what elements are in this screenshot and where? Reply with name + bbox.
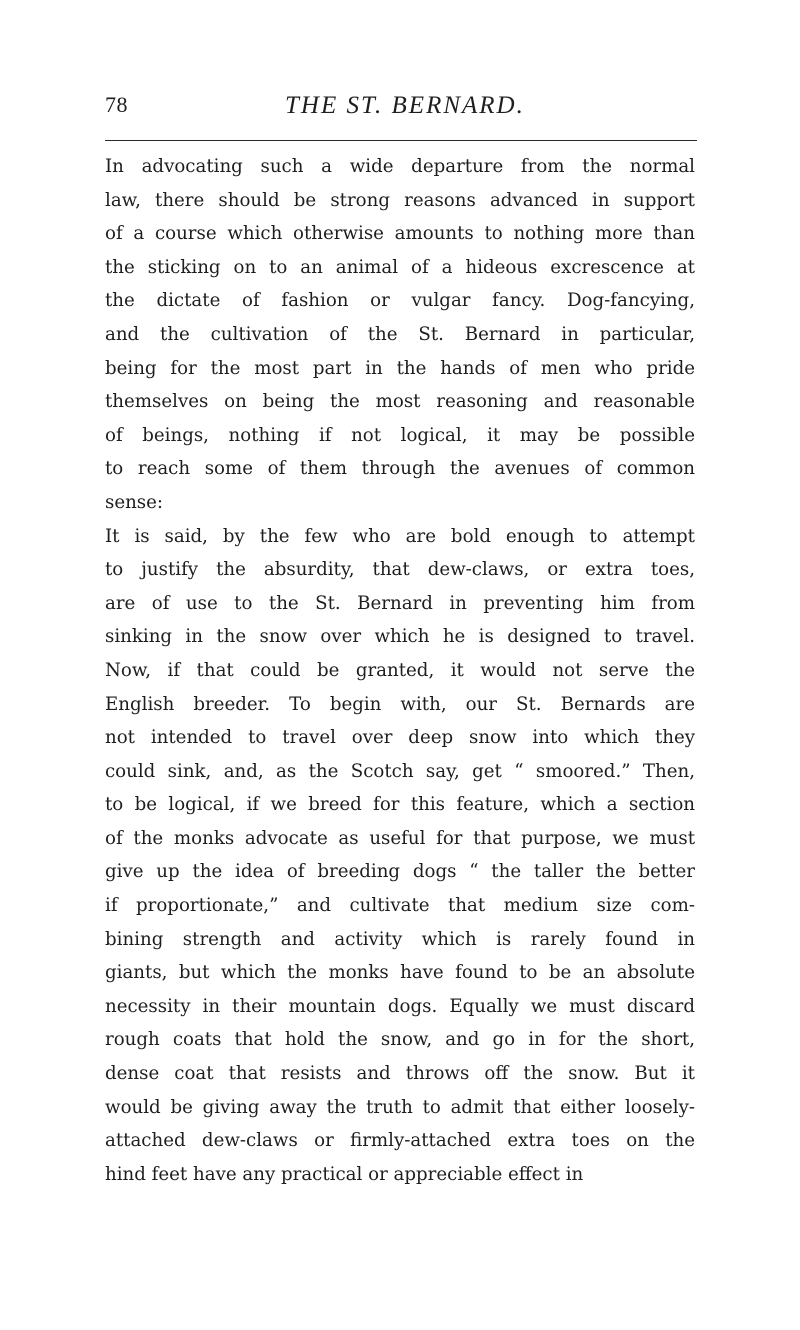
text-line: of a course which otherwise amounts to nothing more than [105, 223, 695, 245]
text-line: the dictate of fashion or vulgar fancy. Dog-fancying, [105, 290, 695, 312]
text-line: the sticking on to an animal of a hideous excrescence at [105, 256, 695, 278]
text-line: of the monks advocate as useful for that purpose, we must [105, 827, 695, 849]
text-line: if proportionate,” and cultivate that medium size com- [105, 895, 695, 917]
text-line: English breeder. To begin with, our St. Bernards are [105, 693, 695, 715]
text-line: are of use to the St. Bernard in preventing him from [105, 592, 695, 614]
text-line: and the cultivation of the St. Bernard in particular, [105, 323, 695, 345]
text-line: attached dew-claws or firmly-attached extra toes on the [105, 1130, 695, 1152]
text-line: sinking in the snow over which he is designed to travel. [105, 626, 695, 648]
text-line: could sink, and, as the Scotch say, get “ smoored.” Then, [105, 760, 695, 782]
text-line: rough coats that hold the snow, and go in for the short, [105, 1029, 695, 1051]
text-line: dense coat that resists and throws off the snow. But it [105, 1063, 695, 1085]
text-line: to reach some of them through the avenues of common [105, 458, 695, 480]
running-head [105, 92, 695, 126]
text-line: give up the idea of breeding dogs “ the taller the better [105, 861, 695, 883]
text-line: would be giving away the truth to admit that either loosely- [105, 1096, 695, 1118]
text-line: to be logical, if we breed for this feature, which a section [105, 794, 695, 816]
text-line: of beings, nothing if not logical, it may be possible [105, 424, 695, 446]
running-title: THE ST. BERNARD. [285, 92, 525, 119]
body-text [105, 150, 695, 1191]
text-line: giants, but which the monks have found to be an absolute [105, 962, 695, 984]
text-line: to justify the absurdity, that dew-claws, or extra toes, [105, 559, 695, 581]
text-line: themselves on being the most reasoning and reasonable [105, 391, 695, 413]
text-line: not intended to travel over deep snow into which they [105, 727, 695, 749]
text-line: necessity in their mountain dogs. Equally we must discard [105, 995, 695, 1017]
page-number: 78 [105, 92, 128, 117]
text-line: In advocating such a wide departure from the normal [105, 156, 695, 177]
header-rule [105, 140, 697, 141]
text-line: hind feet have any practical or appreciable effect in [105, 1163, 584, 1185]
text-line: being for the most part in the hands of men who pride [105, 357, 695, 379]
text-line: Now, if that could be granted, it would not serve the [105, 659, 695, 681]
text-line: law, there should be strong reasons advanced in support [105, 189, 695, 211]
text-line: bining strength and activity which is rarely found in [105, 928, 695, 950]
text-line: sense: [105, 491, 164, 513]
text-line: It is said, by the few who are bold enough to attempt [105, 525, 695, 547]
